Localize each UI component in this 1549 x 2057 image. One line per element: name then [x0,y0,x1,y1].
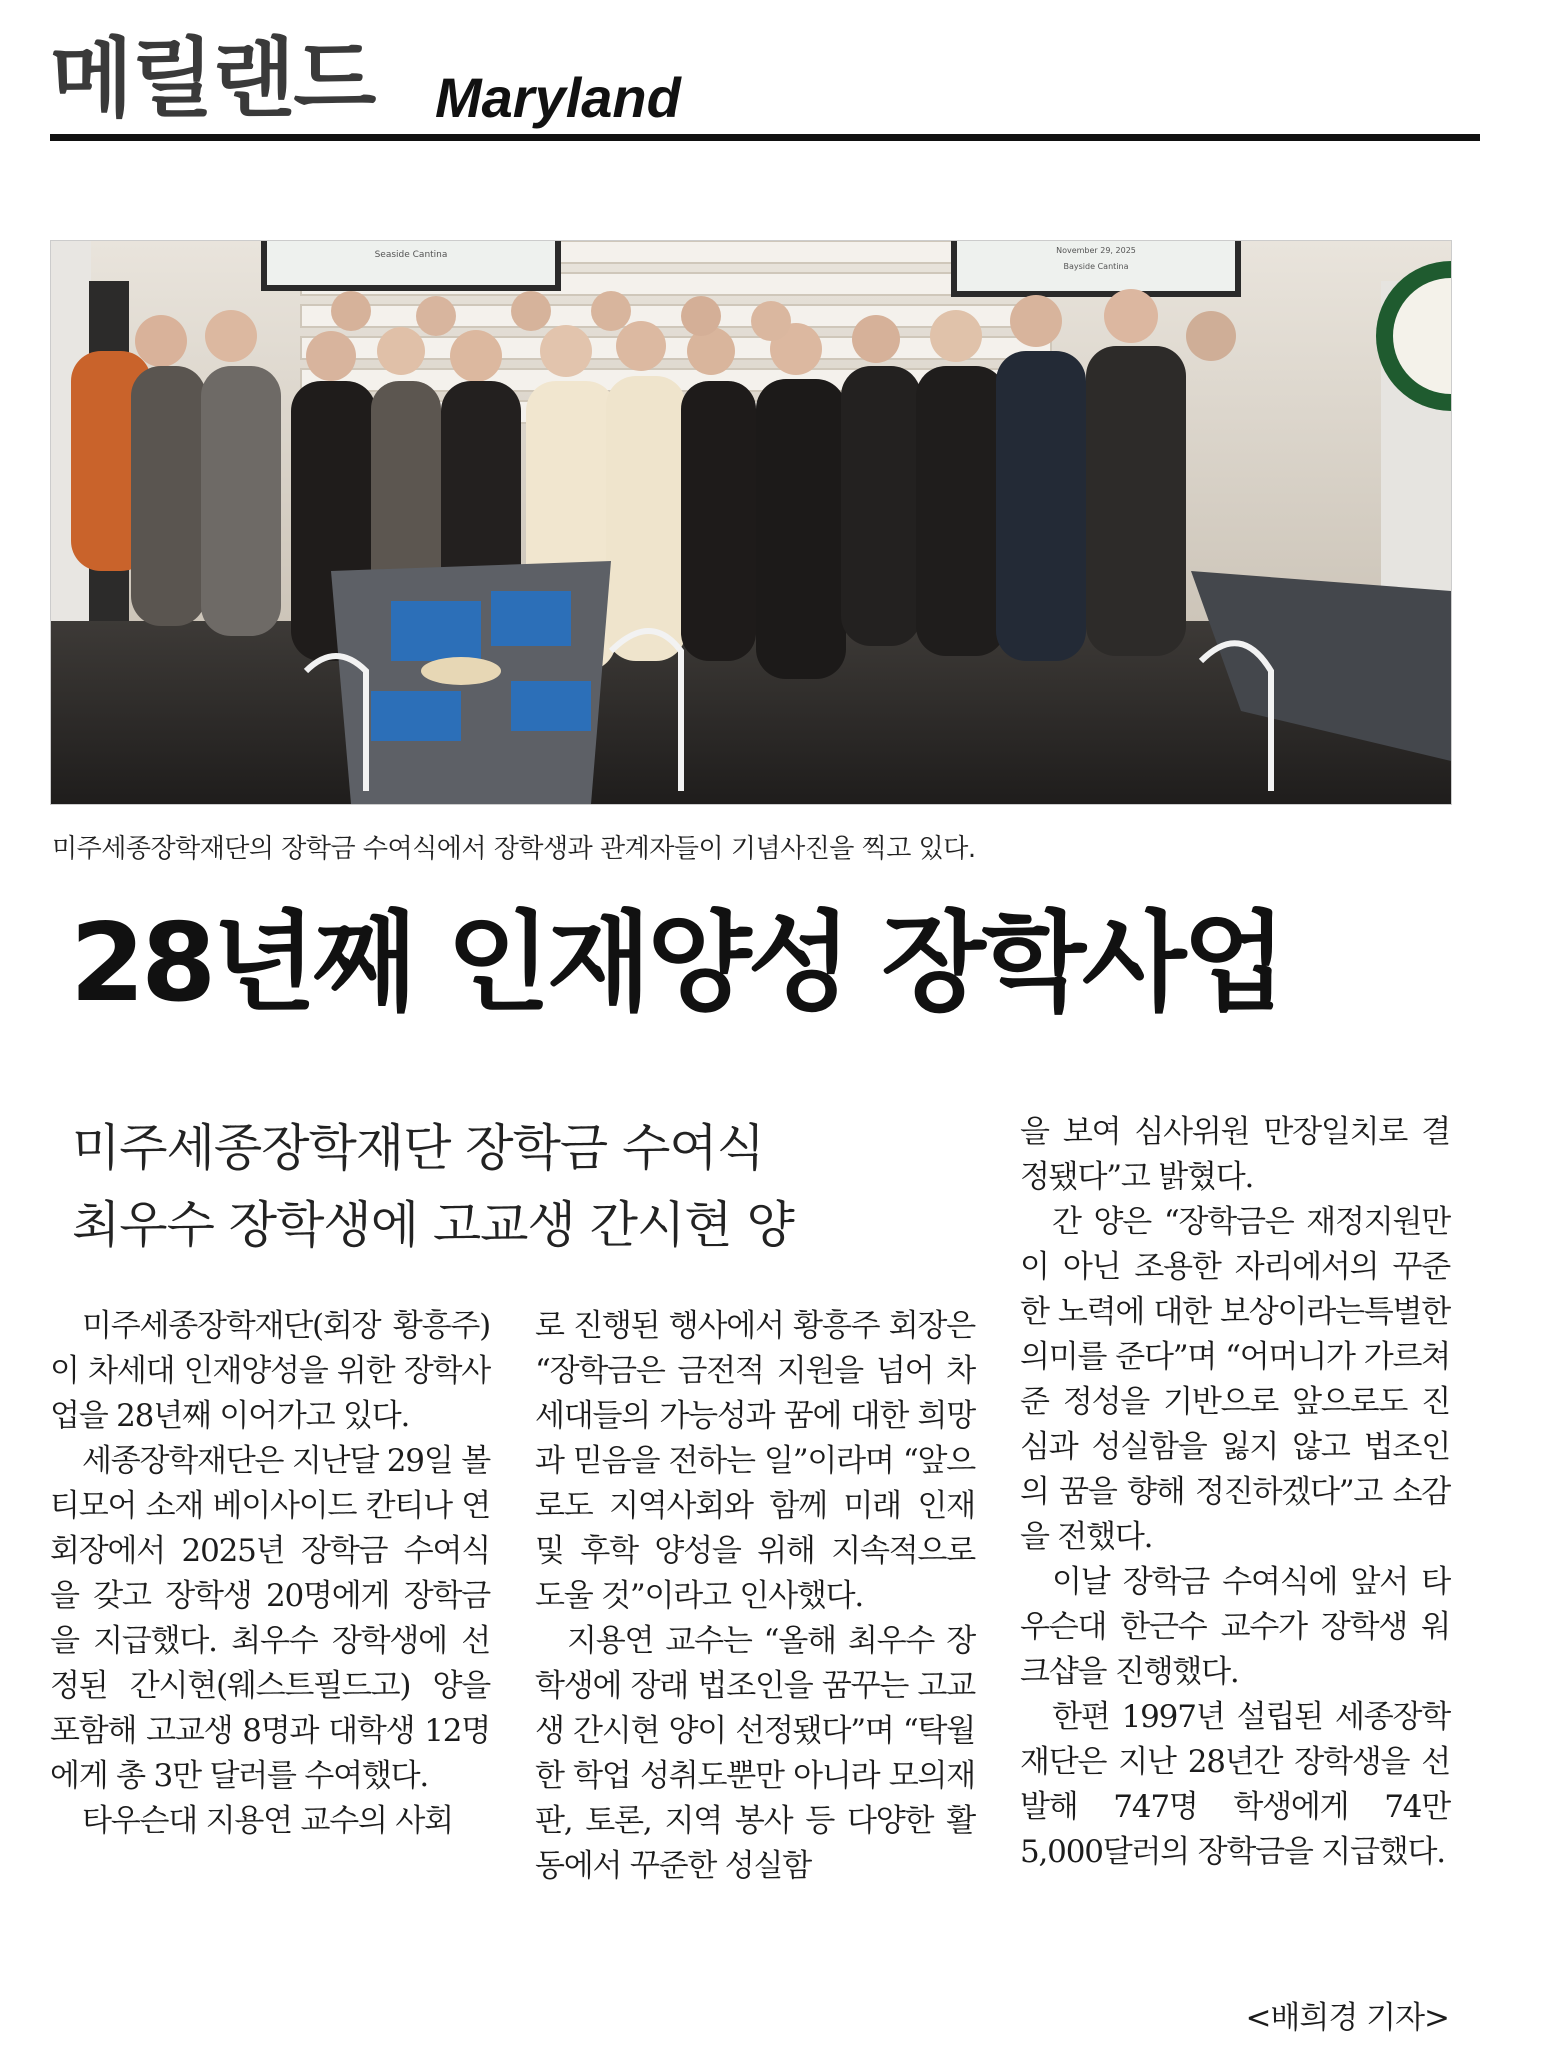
header-rule [50,134,1480,141]
section-title-english: Maryland [435,66,681,129]
screen-right-text-1: November 29, 2025 [1056,246,1136,255]
body-column-2 [535,1304,975,1889]
body-paragraph: 간 양은 “장학금은 재정지원만이 아닌 조용한 자리에서의 꾸준한 노력에 대한 보상이라는특별한 의미를 준다”며 “어머니가 가르쳐준 정성을 기반으로 앞으로도 진심과 성실함을 잃지 않고 법조인의 꿈을 향해 정진하겠다”고 소감을 전했다. [1020,1204,1450,1555]
section-title-korean: 메릴랜드 [50,29,375,129]
photo-caption: 미주세종장학재단의 장학금 수여식에서 장학생과 관계자들이 기념사진을 찍고 있다. [52,834,976,864]
body-paragraph: 한편 1997년 설립된 세종장학재단은 지난 28년간 장학생을 선발해 747명 학생에게 74만 5,000달러의 장학금을 지급했다. [1020,1699,1450,1870]
body-column-3 [1020,1110,1450,1875]
event-photo [50,240,1452,805]
body-paragraph: 타우슨대 지용연 교수의 사회 [82,1803,453,1839]
section-header [50,30,1480,142]
body-paragraph: 을 보여 심사위원 만장일치로 결정됐다”고 밝혔다. [1020,1114,1450,1195]
byline: <배희경 기자> [1245,2000,1449,2036]
subheadline-line-2: 최우수 장학생에 고교생 간시현 양 [72,1196,794,1254]
screen-right-text-2: Bayside Cantina [1063,262,1129,271]
body-paragraph: 미주세종장학재단(회장 황흥주)이 차세대 인재양성을 위한 장학사업을 28년째 이어가고 있다. [50,1308,490,1434]
body-column-1 [50,1304,490,1844]
body-paragraph: 세종장학재단은 지난달 29일 볼티모어 소재 베이사이드 칸티나 연회장에서 2025년 장학금 수여식을 갖고 장학생 20명에게 장학금을 지급했다. 최우수 장학생에 선정된 간시현(웨스트필드고) 양을 포함해 고교생 8명과 대학생 12명에게 총 3만 달러를 수여했다. [50,1443,490,1794]
subheadline-line-1: 미주세종장학재단 장학금 수여식 [72,1119,764,1177]
body-paragraph: 로 진행된 행사에서 황흥주 회장은 “장학금은 금전적 지원을 넘어 차세대들의 가능성과 꿈에 대한 희망과 믿음을 전하는 일”이라며 “앞으로도 지역사회와 함께 미래 인재 및 후학 양성을 위해 지속적으로 도울 것”이라고 인사했다. [535,1308,975,1614]
screen-left-text: Seaside Cantina [374,250,448,260]
body-paragraph: 지용연 교수는 “올해 최우수 장학생에 장래 법조인을 꿈꾸는 고교생 간시현 양이 선정됐다”며 “탁월한 학업 성취도뿐만 아니라 모의재판, 토론, 지역 봉사 등 다양한 활동에서 꾸준한 성실함 [535,1623,975,1884]
headline: 28년째 인재양성 장학사업 [70,901,1283,1026]
body-paragraph: 이날 장학금 수여식에 앞서 타우슨대 한근수 교수가 장학생 워크샵을 진행했다. [1020,1564,1450,1690]
